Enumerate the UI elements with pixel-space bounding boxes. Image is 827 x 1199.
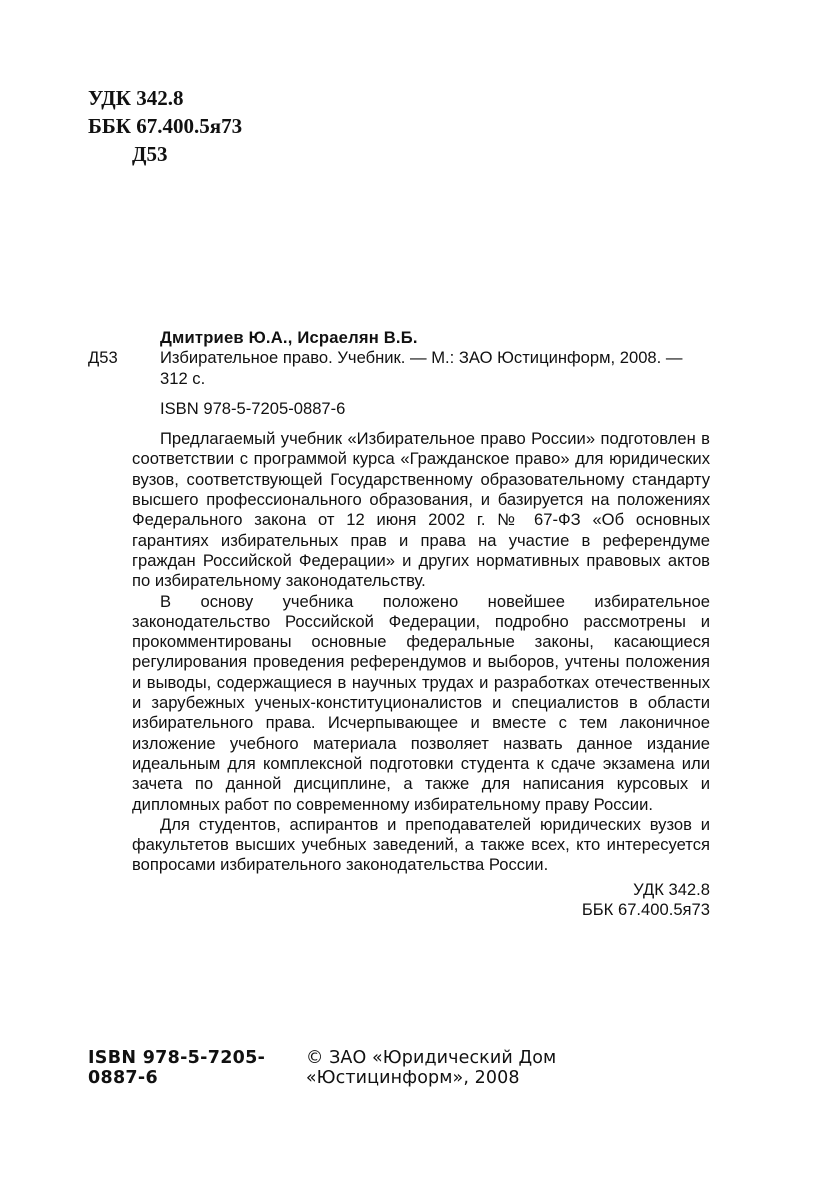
card-bbk: ББК 67.400.5я73 (581, 900, 710, 920)
card-isbn: ISBN 978-5-7205-0887-6 (160, 398, 346, 418)
copyright: © ЗАО «Юридический Дом «Юстицинформ», 2008 (305, 1048, 557, 1088)
authors: Дмитриев Ю.А., Исраелян В.Б. (160, 328, 418, 347)
annotation-paragraph: В основу учебника положено новейшее избирательное законодательство Российской Федерации, подробно рассмотрены и прокомментированы основные федеральные законы, касающиеся регулирования проведения референдумов и выборов, учтены положения и выводы, содержащиеся в научных трудах и разработках отечественных и зарубежных ученых-конституционалистов и специалистов в области избирательного права. Исчерпывающее и вместе с тем лаконичное изложение учебного материала позволяет назвать данное издание идеальным для комплексной подготовки студента к сдаче экзамена или зачета по данной дисциплине, а также для написания курсовых и дипломных работ по современному избирательному праву России. (132, 591, 710, 814)
card-author-mark: Д53 (88, 348, 118, 368)
udk-code: УДК 342.8 (88, 86, 184, 110)
bbk-code: ББК 67.400.5я73 (88, 114, 243, 138)
footer-isbn: ISBN 978-5-7205-0887-6 (88, 1048, 266, 1088)
annotation-paragraph: Для студентов, аспирантов и преподавателей юридических вузов и факультетов высших учебных заведений, а также всех, кто интересуется вопросами избирательного законодательства России. (132, 814, 710, 875)
footer (88, 1048, 720, 1088)
author-mark: Д53 (132, 142, 168, 166)
title-row (88, 348, 710, 368)
bibliographic-card (88, 328, 710, 920)
annotation (88, 429, 710, 920)
page-count: 312 с. (160, 368, 206, 388)
title-line: Избирательное право. Учебник. — М.: ЗАО Юстицинформ, 2008. — (160, 348, 683, 368)
annotation-paragraph: Предлагаемый учебник «Избирательное право России» подготовлен в соответствии с программой курса «Гражданское право» для юридических вузов, соответствующей Государственному образовательному стандарту высшего профессионального образования, и базируется на положениях Федерального закона от 12 июня 2002 г. № 67-ФЗ «Об основных гарантиях избирательных прав и права на участие в референдуме граждан Российской Федерации» и других нормативных правовых актов по избирательному законодательству. (132, 429, 710, 591)
card-udk: УДК 342.8 (633, 879, 710, 899)
card-codes (132, 880, 710, 921)
classification-codes (88, 84, 242, 168)
